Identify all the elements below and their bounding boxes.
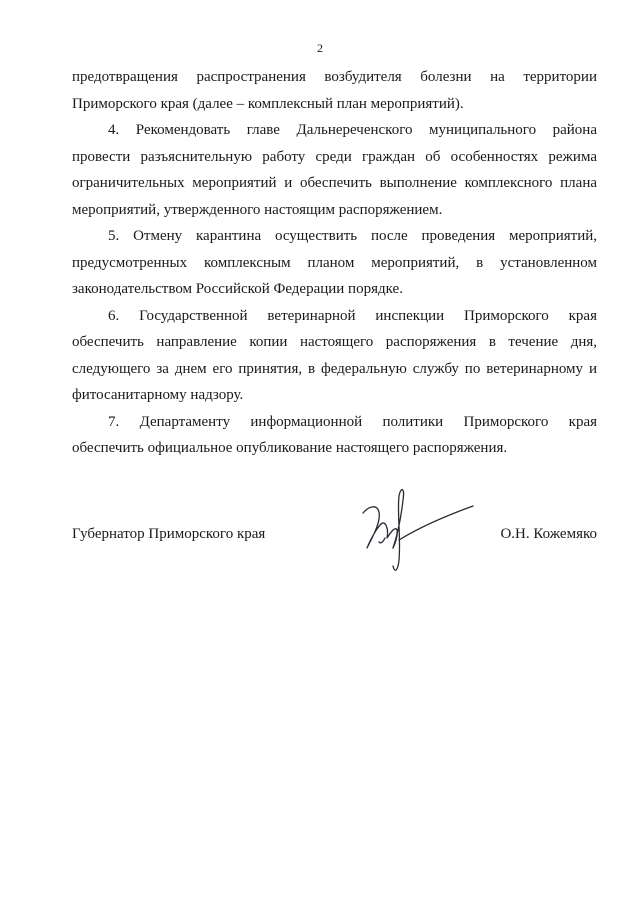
text-line: фитосанитарному надзору.: [72, 387, 244, 403]
paragraph-continuation: [72, 64, 597, 117]
text-line: законодательством Российской Федерации порядке.: [72, 281, 403, 297]
text-line: следующего за днем его принятия, в федеральную службу по ветеринарному и: [72, 360, 597, 377]
paragraph-item-5: [72, 223, 597, 303]
text-line: обеспечить направление копии настоящего распоряжения в течение дня,: [72, 334, 597, 350]
document-body: [72, 64, 597, 462]
signatory-title: Губернатор Приморского края: [72, 526, 266, 542]
text-line: предотвращения распространения возбудителя болезни на территории: [72, 69, 597, 85]
text-line: провести разъяснительную работу среди граждан об особенностях режима: [72, 148, 597, 165]
text-line: обеспечить официальное опубликование настоящего распоряжения.: [72, 440, 508, 456]
signatory-name: О.Н. Кожемяко: [500, 526, 597, 542]
text-line: 4. Рекомендовать главе Дальнереченского муниципального района: [108, 122, 597, 138]
text-line: 5. Отмену карантина осуществить после проведения мероприятий,: [108, 228, 597, 244]
paragraph-item-7: [72, 409, 597, 462]
text-line: 7. Департаменту информационной политики Приморского края: [108, 413, 597, 430]
text-line: предусмотренных комплексным планом мероприятий, в установленном: [72, 254, 597, 271]
paragraph-item-6: [72, 303, 597, 409]
text-line: ограничительных мероприятий и обеспечить выполнение комплексного плана: [72, 175, 597, 191]
signature-block: [72, 478, 597, 578]
text-line: мероприятий, утвержденного настоящим распоряжением.: [72, 201, 443, 218]
text-line: Приморского края (далее – комплексный план мероприятий).: [72, 95, 464, 112]
text-line: 6. Государственной ветеринарной инспекции Приморского края: [108, 307, 597, 324]
paragraph-item-4: [72, 117, 597, 223]
handwritten-signature: [355, 478, 485, 578]
page-number: 2: [317, 41, 323, 55]
